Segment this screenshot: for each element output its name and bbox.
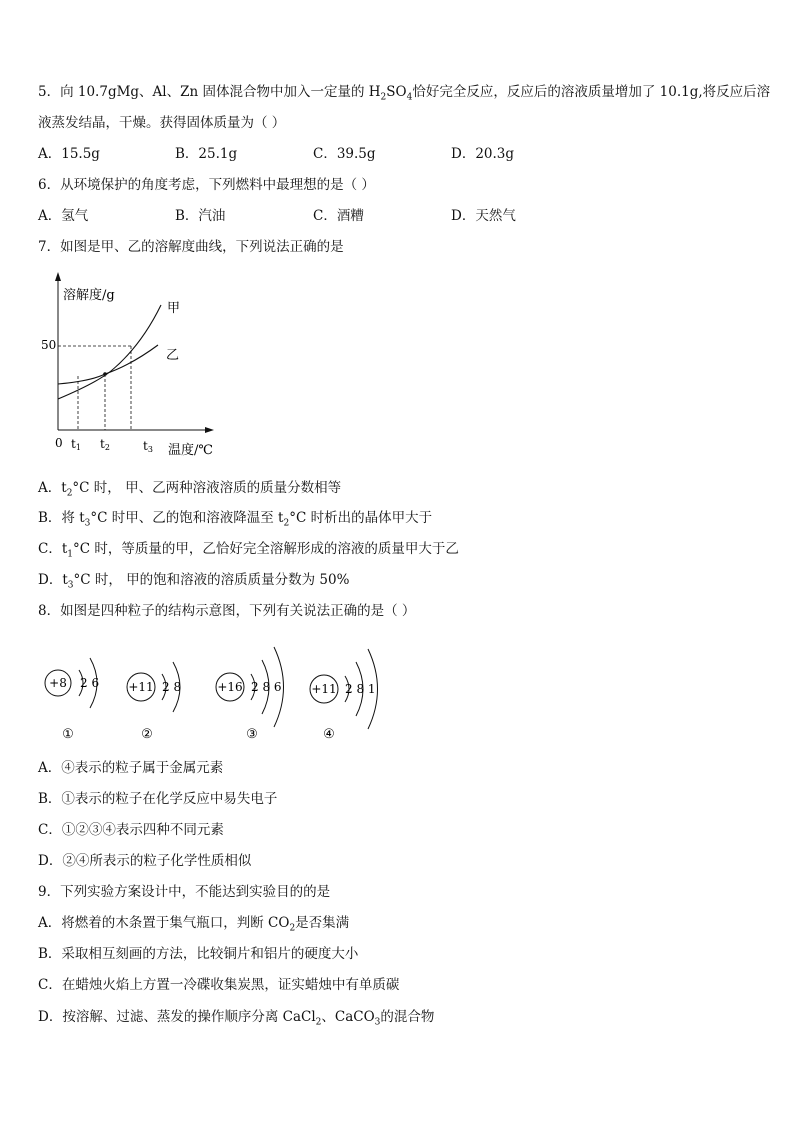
q9-stem: 9．下列实验方案设计中，不能达到实验目的的是 [38, 884, 331, 900]
electron-counts: 2 8 [162, 680, 182, 694]
particle-4 [310, 649, 378, 742]
q7-option-d: D．$t_3^\circ C$ 时， 甲的饱和溶液的溶质质量分数为 50% [38, 572, 350, 591]
intersection-point [103, 372, 107, 376]
particle-diagrams [38, 640, 388, 745]
q8-stem: 8．如图是四种粒子的结构示意图，下列有关说法正确的是（ ） [38, 603, 416, 619]
q5-option-d: D．20.3g [451, 146, 515, 162]
q8-option-a: A．④表示的粒子属于金属元素 [38, 760, 224, 776]
origin-label: 0 [55, 436, 63, 450]
x-axis-arrow [205, 427, 214, 433]
q9-option-d: D．按溶解、过滤、蒸发的操作顺序分离 CaCl$_2$、CaCO$_3$的混合物 [38, 1009, 435, 1028]
q9-option-c: C．在蜡烛火焰上方置一冷碟收集炭黑，证实蜡烛中有单质碳 [38, 977, 400, 993]
q5-stem-line2: 液蒸发结晶，干燥。获得固体质量为（ ） [38, 115, 286, 131]
series-yi-curve [58, 345, 158, 384]
x-tick-t2: t2 [100, 437, 110, 452]
particle-label: ③ [246, 727, 258, 742]
x-tick-t1: t1 [71, 437, 81, 452]
series-jia-label: 甲 [167, 301, 181, 316]
nucleus-charge: +11 [128, 680, 154, 694]
electron-counts: 2 6 [80, 676, 100, 690]
y-axis-label: 溶解度/g [63, 288, 115, 303]
q9-option-a: A．将燃着的木条置于集气瓶口，判断 $CO_2$是否集满 [38, 915, 350, 934]
q6-option-c: C．酒糟 [313, 208, 364, 224]
electron-counts: 2 8 6 [251, 680, 282, 694]
particle-2 [127, 662, 181, 742]
series-yi-label: 乙 [166, 348, 180, 363]
particle-label: ① [62, 727, 74, 742]
q9-option-b: B．采取相互刻画的方法，比较铜片和铝片的硬度大小 [38, 946, 359, 962]
electron-counts: 2 8 1 [345, 682, 376, 696]
q5-option-c: C．39.5g [313, 146, 376, 162]
particle-label: ② [141, 727, 153, 742]
q5-option-b: B．25.1g [175, 146, 238, 162]
q7-stem: 7．如图是甲、乙的溶解度曲线，下列说法正确的是 [38, 239, 344, 255]
series-jia-curve [58, 305, 161, 399]
q8-option-d: D．②④所表示的粒子化学性质相似 [38, 853, 252, 869]
nucleus-charge: +16 [217, 680, 243, 694]
q6-stem: 6．从环境保护的角度考虑，下列燃料中最理想的是（ ） [38, 177, 375, 193]
q6-option-b: B．汽油 [175, 208, 226, 224]
y-axis-arrow [55, 272, 61, 281]
solubility-chart [36, 268, 236, 463]
q5-option-a: A．15.5g [38, 146, 100, 162]
particle-1 [45, 658, 99, 742]
q6-option-a: A．氢气 [38, 208, 89, 224]
q8-option-b: B．①表示的粒子在化学反应中易失电子 [38, 791, 278, 807]
q8-option-c: C．①②③④表示四种不同元素 [38, 822, 224, 838]
particle-label: ④ [323, 727, 335, 742]
q7-option-b: B．将 $t_3^\circ C$ 时甲、乙的饱和溶液降温至 $t_2^\circ C$ 时析出的晶体甲大于 [38, 510, 433, 529]
nucleus-charge: +8 [49, 676, 67, 690]
x-axis-label: 温度/℃ [168, 443, 213, 458]
x-tick-t3: t3 [143, 439, 153, 454]
nucleus-charge: +11 [311, 682, 337, 696]
y-tick-50: 50 [41, 338, 57, 352]
q5-stem-line1: 5．向 10.7gMg、Al、Zn 固体混合物中加入一定量的 $H_2SO_4$恰好完全反应，反应后的溶液质量增加了 10.1g,将反应后溶 [38, 84, 771, 103]
particle-3 [216, 647, 284, 742]
q7-option-c: C．$t_1^\circ C$ 时，等质量的甲，乙恰好完全溶解形成的溶液的质量甲大于乙 [38, 541, 459, 560]
q6-option-d: D．天然气 [451, 208, 516, 224]
q7-option-a: A．$t_2^\circ C$ 时， 甲、乙两种溶液溶质的质量分数相等 [38, 480, 342, 499]
